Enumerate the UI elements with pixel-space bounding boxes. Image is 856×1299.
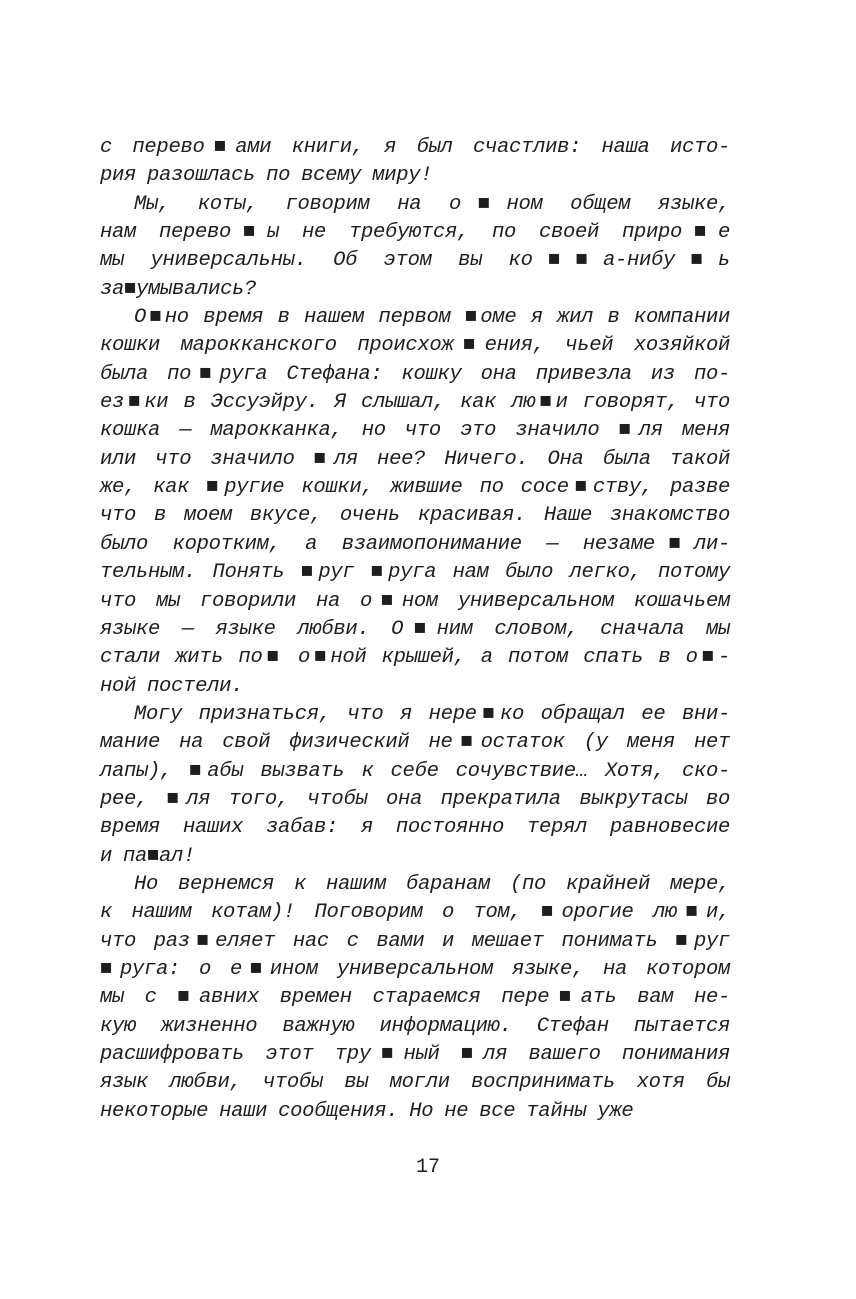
text-line: была по■руга Стефана: кошку она привезла из по- — [100, 362, 730, 386]
text-line: тельным. Понять ■руг ■руга нам было легко, потому — [100, 561, 730, 585]
text-line: же, как ■ругие кошки, жившие по сосе■ству, разве — [100, 476, 730, 500]
text-line: или что значило ■ля нее? Ничего. Она была такой — [100, 447, 730, 471]
text-line: кошки марокканского происхож■ения, чьей хозяйкой — [100, 334, 730, 358]
book-page-text — [100, 134, 730, 1126]
text-line: кую жизненно важную информацию. Стефан пытается — [100, 1014, 730, 1038]
text-line: что в моем вкусе, очень красивая. Наше знакомство — [100, 504, 730, 528]
text-line: Могу признаться, что я нере■ко обращал ее вни- — [134, 702, 730, 726]
text-line: кошка — марокканка, но что это значило ■ля меня — [100, 419, 730, 443]
paragraph — [100, 134, 730, 191]
text-line: расшифровать этот тру■ный ■ля вашего понимания — [100, 1043, 730, 1066]
text-line: было коротким, а взаимопонимание — незаме■ли- — [100, 532, 730, 556]
text-line: рее, ■ля того, чтобы она прекратила выкрутасы во — [100, 787, 730, 811]
text-line: О■но время в нашем первом ■оме я жил в компании — [134, 306, 730, 330]
paragraph — [100, 191, 730, 304]
text-line: некоторые наши сообщения. Но не все тайны уже — [100, 1099, 634, 1123]
text-line: что мы говорили на о■ном универсальном кошачьем — [100, 589, 730, 613]
text-line: время наших забав: я постоянно терял равновесие — [100, 816, 730, 840]
page-number: 17 — [415, 1156, 440, 1179]
text-line: ■руга: о е■ином универсальном языке, на котором — [100, 957, 730, 981]
text-line: нам перево■ы не требуются, по своей приро■е — [100, 221, 730, 245]
text-line: ез■ки в Эссуэйру. Я слышал, как лю■и говорят, что — [100, 391, 730, 415]
text-line: стали жить по■ о■ной крышей, а потом спать в о■- — [100, 646, 730, 670]
text-line: ной постели. — [100, 674, 244, 698]
paragraph — [100, 871, 730, 1126]
text-line: Мы, коты, говорим на о■ном общем языке, — [134, 192, 730, 216]
text-line: Но вернемся к нашим баранам (по крайней мере, — [134, 872, 730, 896]
text-line: мы с ■авних времен стараемся пере■ать вам не- — [100, 986, 730, 1010]
text-line: лапы), ■абы вызвать к себе сочувствие… Хотя, ско- — [100, 759, 730, 783]
text-line: язык любви, чтобы вы могли воспринимать хотя бы — [100, 1071, 730, 1095]
text-line: рия разошлась по всему миру! — [100, 164, 433, 188]
text-line: и па■ал! — [100, 844, 196, 868]
text-line: к нашим котам)! Поговорим о том, ■орогие лю■и, — [100, 901, 730, 925]
paragraph — [100, 304, 730, 701]
text-line: языке — языке любви. О■ним словом, сначала мы — [100, 617, 730, 641]
text-line: мы универсальны. Об этом вы ко■■а-нибу■ь — [100, 249, 730, 273]
text-line: с перево■ами книги, я был счастлив: наша исто- — [100, 136, 730, 159]
text-line: за■умывались? — [100, 277, 257, 301]
paragraph — [100, 701, 730, 871]
text-line: что раз■еляет нас с вами и мешает понимать ■руг — [100, 929, 730, 953]
text-line: мание на свой физический не■остаток (у меня нет — [100, 731, 730, 755]
